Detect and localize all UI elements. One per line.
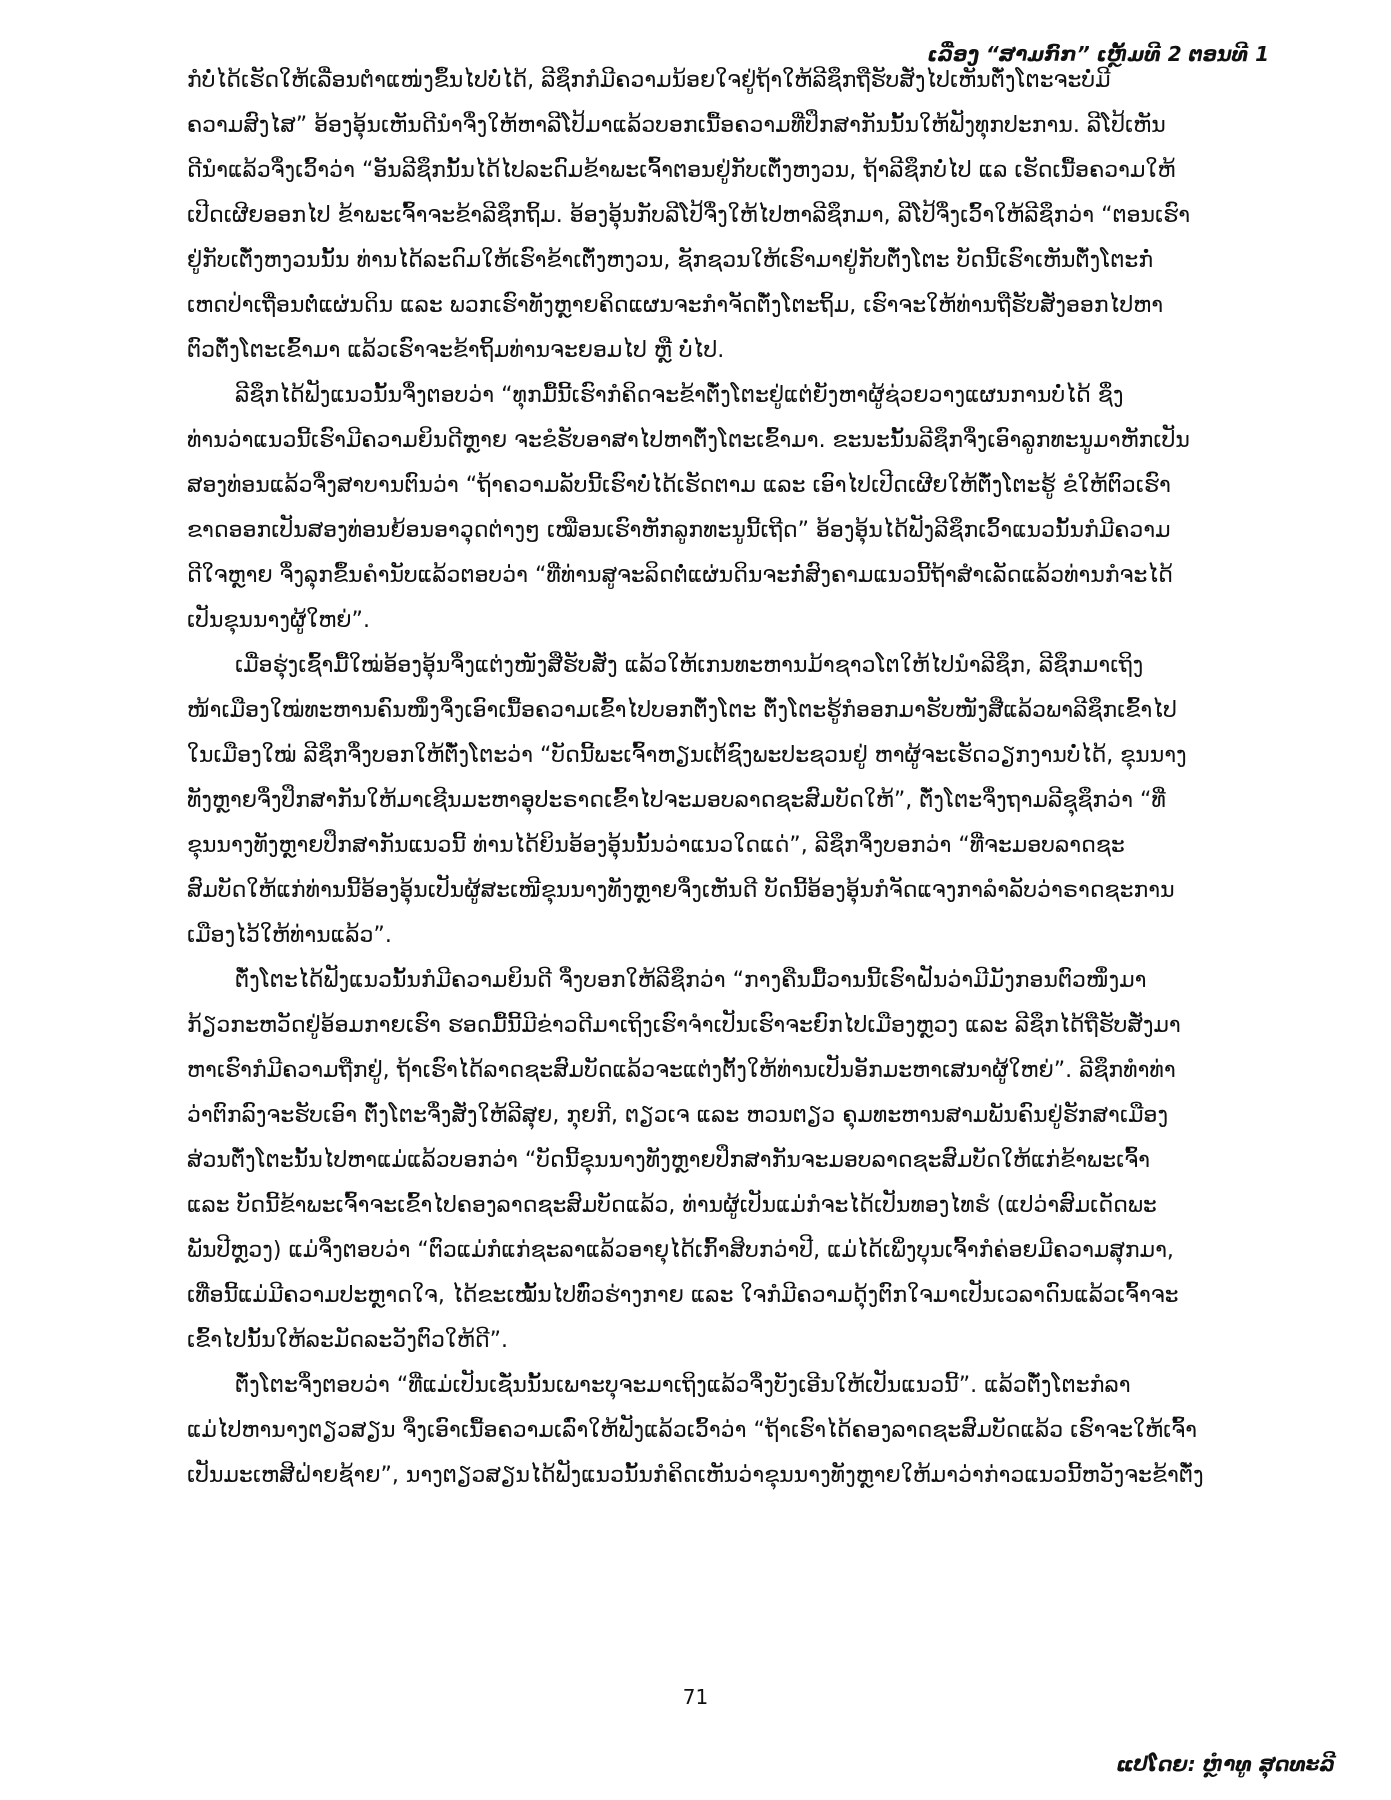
- text-line: ເທື່ອນີ້ແມ່ມີຄວາມປະຫຼາດໃຈ, ໄດ້ຂະເໝັ້ນໄປທົ່ວຮ່າງກາຍ ແລະ ໃຈກໍມີຄວາມດຸ້ງຕົກໃຈມາເປັນເວລາດົນແລ້ວເຈົ້າຈະ: [187, 1283, 1179, 1308]
- text-line: ເມື່ອຮຸ່ງເຊົ້າມື້ໃໝ່ອ້ອງອຸ້ນຈຶ່ງແຕ່ງໜັງສືຮັບສັ່ງ ແລ້ວໃຫ້ເກນທະຫານມ້າຊາວໂຕໃຫ້ໄປນໍາລີຊຶກ, ລີຊຶກມາເຖິງ: [235, 653, 1144, 678]
- text-line: ຄວາມສົງໄສ” ອ້ອງອຸ້ນເຫັນດີນໍາຈຶ່ງໃຫ້ຫາລີໂປ້ມາແລ້ວບອກເນື້ອຄວາມທີ່ປຶກສາກັນນັ້ນໃຫ້ຟັງທຸກປະການ. ລີໂປ້ເຫັນ: [187, 113, 1166, 138]
- running-header: ເລື່ອງ “ສາມກົກ” ເຫຼັ້ມທີ 2 ຕອນທີ 1: [927, 42, 1269, 66]
- text-line: ພັນປີຫຼວງ) ແມ່ຈຶ່ງຕອບວ່າ “ຕົວແມ່ກໍແກ່ຊະລາແລ້ວອາຍຸໄດ້ເກົ້າສິບກວ່າປີ, ແມ່ໄດ້ເພິ່ງບຸນເຈົ້າກໍຄ່ອຍມີຄວາມສຸກມາ,: [187, 1238, 1174, 1263]
- text-line: ລີຊຶກໄດ້ຟັງແນວນັ້ນຈຶ່ງຕອບວ່າ “ທຸກມື້ນີ້ເຮົາກໍຄິດຈະຂ້າຕັ໋ງໂຕະຢູ່ແຕ່ຍັງຫາຜູ້ຊ່ວຍວາງແຜນການບໍ່ໄດ້ ຊຶ່ງ: [235, 383, 1124, 408]
- text-line: ເມືອງໄວ້ໃຫ້ທ່ານແລ້ວ”.: [187, 923, 392, 948]
- text-line: ຂາດອອກເປັນສອງທ່ອນຍ້ອນອາວຸດຕ່າງໆ ເໝືອນເຮົາຫັກລູກທະນູນີ້ເຖີດ” ອ້ອງອຸ້ນໄດ້ຟັງລີຊຶກເວົ້າແນວນັ້ນກໍມີຄວາມ: [187, 518, 1171, 543]
- text-line: ດີນໍາແລ້ວຈຶ່ງເວົ້າວ່າ “ອັນລີຊຶກນັ້ນໄດ້ໄປລະດົມຂ້າພະເຈົ້າຕອນຢູ່ກັບເຕັ໋ງຫງວນ, ຖ້າລີຊຶກບໍ່ໄປ ແລ ເຮັດເນື້ອຄວາມໃຫ້: [187, 158, 1176, 183]
- text-line: ໜ້າເມືອງໃໝ່ທະຫານຄົນໜຶ່ງຈຶ່ງເອົາເນື້ອຄວາມເຂົ້າໄປບອກຕັ໋ງໂຕະ ຕັ໋ງໂຕະຮູ້ກໍອອກມາຮັບໜັງສືແລ້ວພາລີຊຶກເຂົ້າໄປ: [187, 698, 1177, 723]
- text-line: ຕັ໋ງໂຕະໄດ້ຟັງແນວນັ້ນກໍມີຄວາມຍິນດີ ຈຶ່ງບອກໃຫ້ລີຊຶກວ່າ “ກາງຄືນມື້ວານນີ້ເຮົາຝັນວ່າມີມັງກອນຕົວໜຶ່ງມາ: [235, 968, 1147, 993]
- text-line: ຕັ໋ງໂຕະຈຶ່ງຕອບວ່າ “ທີ່ແມ່ເປັນເຊັ່ນນັ້ນເພາະບຸຈະມາເຖິງແລ້ວຈຶ່ງບັງເອີນໃຫ້ເປັນແນວນີ້”. ແລ້ວຕັ໋ງໂຕະກໍລາ: [235, 1373, 1131, 1398]
- text-line: ສ່ວນຕັ໋ງໂຕະນັ້ນໄປຫາແມ່ແລ້ວບອກວ່າ “ບັດນີ້ຂຸນນາງທັງຫຼາຍປຶກສາກັນຈະມອບລາດຊະສົມບັດໃຫ້ແກ່ຂ້າພະເຈົ້າ: [187, 1148, 1150, 1173]
- text-line: ສອງທ່ອນແລ້ວຈຶ່ງສາບານຕົນວ່າ “ຖ້າຄວາມລັບນີ້ເຮົາບໍ່ໄດ້ເຮັດຕາມ ແລະ ເອົາໄປເປີດເຜີຍໃຫ້ຕັ໋ງໂຕະຮູ້ ຂໍໃຫ້ຕົວເຮົາ: [187, 473, 1171, 498]
- text-line: ຕົວຕັ໋ງໂຕະເຂົ້າມາ ແລ້ວເຮົາຈະຂ້າຖິ້ມທ່ານຈະຍອມໄປ ຫຼື ບໍ່ໄປ.: [187, 338, 725, 363]
- text-line: ເຫດປ່າເຖື່ອນຕໍ່ແຜ່ນດິນ ແລະ ພວກເຮົາທັງຫຼາຍຄິດແຜນຈະກໍາຈັດຕັ໋ງໂຕະຖິ້ມ, ເຮົາຈະໃຫ້ທ່ານຖືຮັບສັ່ງອອກໄປຫາ: [187, 293, 1164, 318]
- body-text: [187, 58, 1267, 1498]
- text-line: ສົມບັດໃຫ້ແກ່ທ່ານນີ້ອ້ອງອຸ້ນເປັນຜູ້ສະເໜີຂຸນນາງທັງຫຼາຍຈຶ່ງເຫັນດີ ບັດນີ້ອ້ອງອຸ້ນກໍຈັດແຈງກາລໍາລັບວ່າຣາດຊະການ: [187, 878, 1175, 903]
- text-line: ໃນເມືອງໃໝ່ ລີຊຶກຈຶ່ງບອກໃຫ້ຕັ໋ງໂຕະວ່າ “ບັດນີ້ພະເຈົ້າຫຽນເຕ້ຊົງພະປະຊວນຢູ່ ຫາຜູ້ຈະເຮັດວຽກງານບໍ່ໄດ້, ຂຸນນາງ: [187, 743, 1187, 768]
- text-line: ເຂົ້າໄປນັ້ນໃຫ້ລະມັດລະວັງຕົວໃຫ້ດີ”.: [187, 1328, 509, 1353]
- translator-credit: ແປໂດຍ: ຫຼໍາທູ ສຸດທະລີ: [1116, 1752, 1335, 1776]
- text-line: ດີໃຈຫຼາຍ ຈຶ່ງລຸກຂຶ້ນຄໍານັບແລ້ວຕອບວ່າ “ທີ່ທ່ານສູຈະລິດຕໍ່ແຜ່ນດິນຈະກໍ່ສົງຄາມແນວນີ້ຖ້າສໍາເລັດແລ້ວທ່ານກໍຈະໄດ້: [187, 563, 1173, 588]
- text-line: ວ່າຕົກລົງຈະຮັບເອົາ ຕັ໋ງໂຕະຈຶ່ງສັ່ງໃຫ້ລີສຸຍ, ກຸຍກີ, ຕຽວເຈ ແລະ ຫວນຕຽວ ຄຸມທະຫານສາມພັນຄົນຢູ່ຮັກສາເມືອງ: [187, 1103, 1169, 1128]
- text-line: ເປັນມະເຫສີຝ່າຍຊ້າຍ”, ນາງຕຽວສຽນໄດ້ຟັງແນວນັ້ນກໍຄິດເຫັນວ່າຂຸນນາງທັງຫຼາຍໃຫ້ມາວ່າກ່າວແນວນີ້ຫວັງຈະຂ້າຕັ໋ງ: [187, 1463, 1204, 1488]
- text-line: ຢູ່ກັບເຕັ໋ງຫງວນນັ້ນ ທ່ານໄດ້ລະດົມໃຫ້ເຮົາຂ້າເຕັ໋ງຫງວນ, ຊັກຊວນໃຫ້ເຮົາມາຢູ່ກັບຕັ໋ງໂຕະ ບັດນີ້ເຮົາເຫັນຕັ໋ງໂຕະກໍ່: [187, 248, 1154, 273]
- text-line: ຂຸນນາງທັງຫຼາຍປຶກສາກັນແນວນີ້ ທ່ານໄດ້ຍິນອ້ອງອຸ້ນນັ້ນວ່າແນວໃດແດ່”, ລີຊຶກຈຶ່ງບອກວ່າ “ທີ່ຈະມອບລາດຊະ: [187, 833, 1125, 858]
- text-line: ແລະ ບັດນີ້ຂ້າພະເຈົ້າຈະເຂົ້າໄປຄອງລາດຊະສົມບັດແລ້ວ, ທ່ານຜູ້ເປັນແມ່ກໍຈະໄດ້ເປັນທອງໄທຮໍ (ແປວ່າສົມເດັດພະ: [187, 1193, 1157, 1218]
- text-line: ກ້ຽວກະຫວັດຢູ່ອ້ອມກາຍເຮົາ ຮອດມື້ນີ້ມີຂ່າວດີມາເຖິງເຮົາຈໍາເປັນເຮົາຈະຍົກໄປເມືອງຫຼວງ ແລະ ລີຊຶກໄດ້ຖືຮັບສັ່ງມາ: [187, 1013, 1181, 1038]
- text-line: ເປີດເຜີຍອອກໄປ ຂ້າພະເຈົ້າຈະຂ້າລີຊຶກຖິ້ມ. ອ້ອງອຸ້ນກັບລີໂປ້ຈຶ່ງໃຫ້ໄປຫາລີຊຶກມາ, ລີໂປ້ຈຶ່ງເວົ້າໃຫ້ລີຊຶກວ່າ “ຕອນເຮົາ: [187, 203, 1191, 228]
- page-number: 71: [682, 1685, 709, 1709]
- text-line: ທັງຫຼາຍຈຶ່ງປຶກສາກັນໃຫ້ມາເຊີນມະຫາອຸປະຣາດເຂົ້າໄປຈະມອບລາດຊະສົມບັດໃຫ້”, ຕັ໋ງໂຕະຈຶ່ງຖາມລີຊຸຊຶກວ່າ “ທີ່: [187, 788, 1166, 813]
- text-line: ເປັນຂຸນນາງຜູ້ໃຫຍ່”.: [187, 608, 370, 633]
- text-line: ຫາເຮົາກໍມີຄວາມຖືກຢູ່, ຖ້າເຮົາໄດ້ລາດຊະສົມບັດແລ້ວຈະແຕ່ງຕັ້ງໃຫ້ທ່ານເປັນອັກມະຫາເສນາຜູ້ໃຫຍ່”. ລີຊຶກທໍາທ່າ: [187, 1058, 1176, 1083]
- text-line: ທ່ານວ່າແນວນີ້ເຮົາມີຄວາມຍິນດີຫຼາຍ ຈະຂໍຮັບອາສາໄປຫາຕັ໋ງໂຕະເຂົ້າມາ. ຂະນະນັ້ນລີຊຶກຈຶ່ງເອົາລູກທະນູມາຫັກເປັນ: [187, 428, 1190, 453]
- text-line: ກໍບໍ່ໄດ້ເຮັດໃຫ້ເລື່ອນຕໍາແໜ່ງຂຶ້ນໄປບໍ່ໄດ້, ລີຊຶກກໍມີຄວາມນ້ອຍໃຈຢູ່ຖ້າໃຫ້ລີຊຶກຖືຮັບສັ່ງໄປເຫັນຕັ໋ງໂຕະຈະບໍ່ມີ: [187, 68, 1111, 93]
- text-line: ແມ່ໄປຫານາງຕຽວສຽນ ຈຶ່ງເອົາເນື້ອຄວາມເລົ່າໃຫ້ຟັງແລ້ວເວົ້າວ່າ “ຖ້າເຮົາໄດ້ຄອງລາດຊະສົມບັດແລ້ວ ເຮົາຈະໃຫ້ເຈົ້າ: [187, 1418, 1198, 1443]
